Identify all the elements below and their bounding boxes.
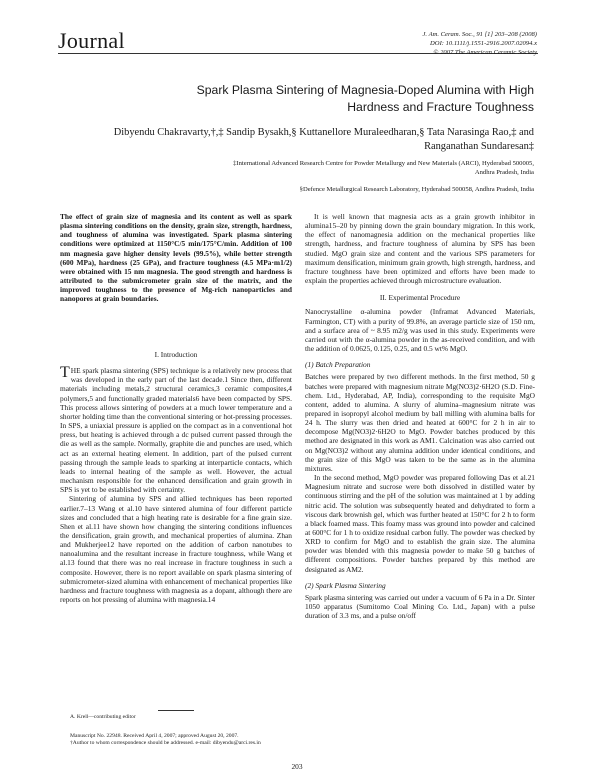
- dropcap: T: [60, 364, 70, 382]
- intro-paragraph-1: [60, 366, 292, 494]
- authors: [60, 126, 534, 154]
- right-paragraph-2: Nanocrystalline α-alumina powder (Inframat Advanced Materials, Farmington, CT) with a purity of 99.8%, an average particle size of 150 nm, and a surface area of ~ 8.95 m2/g was used in this study. Experiments were carried out with the α-alumina powder in the as-received condition, and with the addition of 0.0625, 0.125, 0.25, and 0.5 wt% MgO.: [305, 307, 535, 354]
- affiliation-1-line-1: ‡International Advanced Research Centre for Powder Metallurgy and New Materials (ARCI), Hyderabad 500005,: [233, 160, 534, 167]
- page-number: 203: [291, 762, 303, 771]
- affiliation-1: [60, 159, 534, 177]
- right-paragraph-4: In the second method, MgO powder was prepared following Das et al.21 Magnesium nitrate and sucrose were both dissolved in distilled water by continuous stirring and the pH of the solution was maintained at 1 by adding nitric acid. The solution was subsequently heated and dehydrated to form a viscous dark brownish gel, which was further heated at 150°C for 2 h to form a black foamed mass. This foamy mass was ground into powder and calcined at 600°C for 1 h to oxidize residual carbon fully. The powder was checked by XRD to confirm for MgO and to establish the grain size. The alumina powder was blended with this magnesia powder to make 50 g batches of different compositions. Powder batches prepared by this method are designated as AM2.: [305, 473, 535, 574]
- citation-block: [422, 30, 537, 57]
- affiliation-2: §Defence Metallurgical Research Laboratory, Hyderabad 500058, Andhra Pradesh, India: [299, 186, 534, 193]
- intro-paragraph-2: Sintering of alumina by SPS and allied techniques has been reported earlier.7–13 Wang et al.10 have sintered alumina of four different particle sizes and concluded that a high heating rate is desirable for a fine grain size. Shen et al.11 have shown how changing the sintering conditions influences the densification, grain growth, and mechanical properties of alumina. Zhan and Mukherjee12 have reported on the addition of carbon nanotubes to nanoalumina and the resultant increase in fracture toughness, while Wang et al.13 found that there was no real increase in fracture toughness in such a composite. However, there is no report available on spark plasma sintering of submicrometer-sized alumina with enhancement of mechanical properties like hardness and fracture toughness with magnesia as a dopant, although there are reports on hot pressing of alumina with magnesia.14: [60, 494, 292, 605]
- footnote-editor: A. Krell—contributing editor: [70, 714, 136, 720]
- right-column: [305, 212, 535, 620]
- journal-logo: Journal: [58, 28, 125, 53]
- right-paragraph-3: Batches were prepared by two different methods. In the first method, 50 g batches were prepared with magnesium nitrate Mg(NO3)2·6H2O (S.D. Fine-chem. Ltd., Hyderabad, AP, India), corresponding to the requisite MgO content, added to alumina. A slurry of alumina–magnesium nitrate was prepared in isopropyl alcohol medium by ball milling with alumina balls for 24 h. The slurry was then dried and heated at 600°C for 2 h in air to decompose Mg(NO3)2·6H2O to MgO. Powder batches produced by this method are designated in this work as AM1. Calcination was also carried out on Mg(NO3)2 without any alumina addition under identical conditions, and the grain size of this MgO was taken to be the same as in the alumina mixtures.: [305, 372, 535, 473]
- section-heading-introduction: I. Introduction: [154, 350, 198, 359]
- footnotes: [60, 710, 292, 748]
- section-heading-experimental: II. Experimental Procedure: [379, 293, 461, 303]
- footnote-rule: [158, 710, 194, 711]
- intro-paragraph-1-text: HE spark plasma sintering (SPS) technique is a relatively new process that was developed in the early part of the last decade.1 Since then, different materials including metals,2 structural ceramics,3 ceramic composites,4 polymers,5 and functionally graded materials6 have been compacted by SPS. This process allows sintering of powders at a much lower temperature and a shorter holding time than the conventional sintering or hot-pressing processes. In SPS, a uniaxial pressure is applied on the compact as in a conventional hot press, but heating is achieved through a dc pulsed current passed through the die as well as the sample. Normally, graphite die and punches are used, which act as an external heating element. In addition, part of the pulsed current passing through the sample leads to sparking at interparticle contacts, which leads to internal heating of the sample as well. However, the actual mechanism responsible for the enhanced densification and grain growth in SPS is yet to be established with certainty.: [60, 366, 292, 495]
- footnote-author: †Author to whom correspondence should be addressed. e-mail: dibyendu@arci.res.in: [70, 740, 261, 747]
- authors-line-2: Ranganathan Sundaresan‡: [424, 141, 534, 152]
- subsection-heading-batch-preparation: (1) Batch Preparation: [305, 360, 371, 370]
- authors-line-1: Dibyendu Chakravarty,†,‡ Sandip Bysakh,§ Kuttanellore Muraleedharan,§ Tata Narasinga Rao,‡ and: [113, 127, 534, 138]
- right-paragraph-1: It is well known that magnesia acts as a grain growth inhibitor in alumina15–20 by pinning down the grain boundary migration. In this work, the effect of nanomagnesia addition on the mechanical properties like strength, hardness, and fracture toughness of alumina by SPS has been studied. MgO grain size and content and the various SPS parameters for maximum densification, minimum grain growth, high strength, hardness, and fracture toughness have been optimized and efforts have been made to explain the properties achieved through microstructure evaluation.: [305, 212, 535, 286]
- introduction: [60, 350, 292, 604]
- citation: J. Am. Ceram. Soc., 91 [1] 203–208 (2008): [422, 31, 537, 38]
- footnote-manuscript: Manuscript No. 22948. Received April 4, 2007; approved August 20, 2007.: [70, 733, 239, 740]
- title-line-1: Spark Plasma Sintering of Magnesia-Doped Alumina with High: [196, 83, 534, 97]
- copyright: © 2007 The American Ceramic Society: [433, 49, 537, 56]
- subsection-heading-sps: (2) Spark Plasma Sintering: [305, 580, 386, 590]
- title-line-2: Hardness and Fracture Toughness: [347, 99, 534, 114]
- right-paragraph-5: Spark plasma sintering was carried out under a vacuum of 6 Pa in a Dr. Sinter 1050 apparatus (Sumitomo Coal Mining Co. Ltd., Japan) with a pulse duration of 3.3 ms, and a pulse on/off: [305, 592, 535, 621]
- doi: DOI: 10.1111/j.1551-2916.2007.02094.x: [430, 40, 537, 47]
- paper-title: [60, 82, 534, 115]
- affiliation-1-line-2: Andhra Pradesh, India: [474, 169, 534, 176]
- abstract: The effect of grain size of magnesia and its content as well as spark plasma sintering conditions on the density, grain size, strength, hardness, and toughness of alumina was investigated. Spark plasma sintering conditions were optimized at 1150°C/5 min/175°C/min. Addition of 100 nm magnesia gave higher density levels (99.5%), while better strength (600 MPa), hardness (25 GPa), and fracture toughness (4.5 MPa·m1/2) were obtained with 15 nm magnesia. The good strength and hardness is attributed to the submicrometer grain size of the matrix, and the improved toughness to the presence of Mg-rich nanoparticles and nanopores at grain boundaries.: [60, 212, 292, 304]
